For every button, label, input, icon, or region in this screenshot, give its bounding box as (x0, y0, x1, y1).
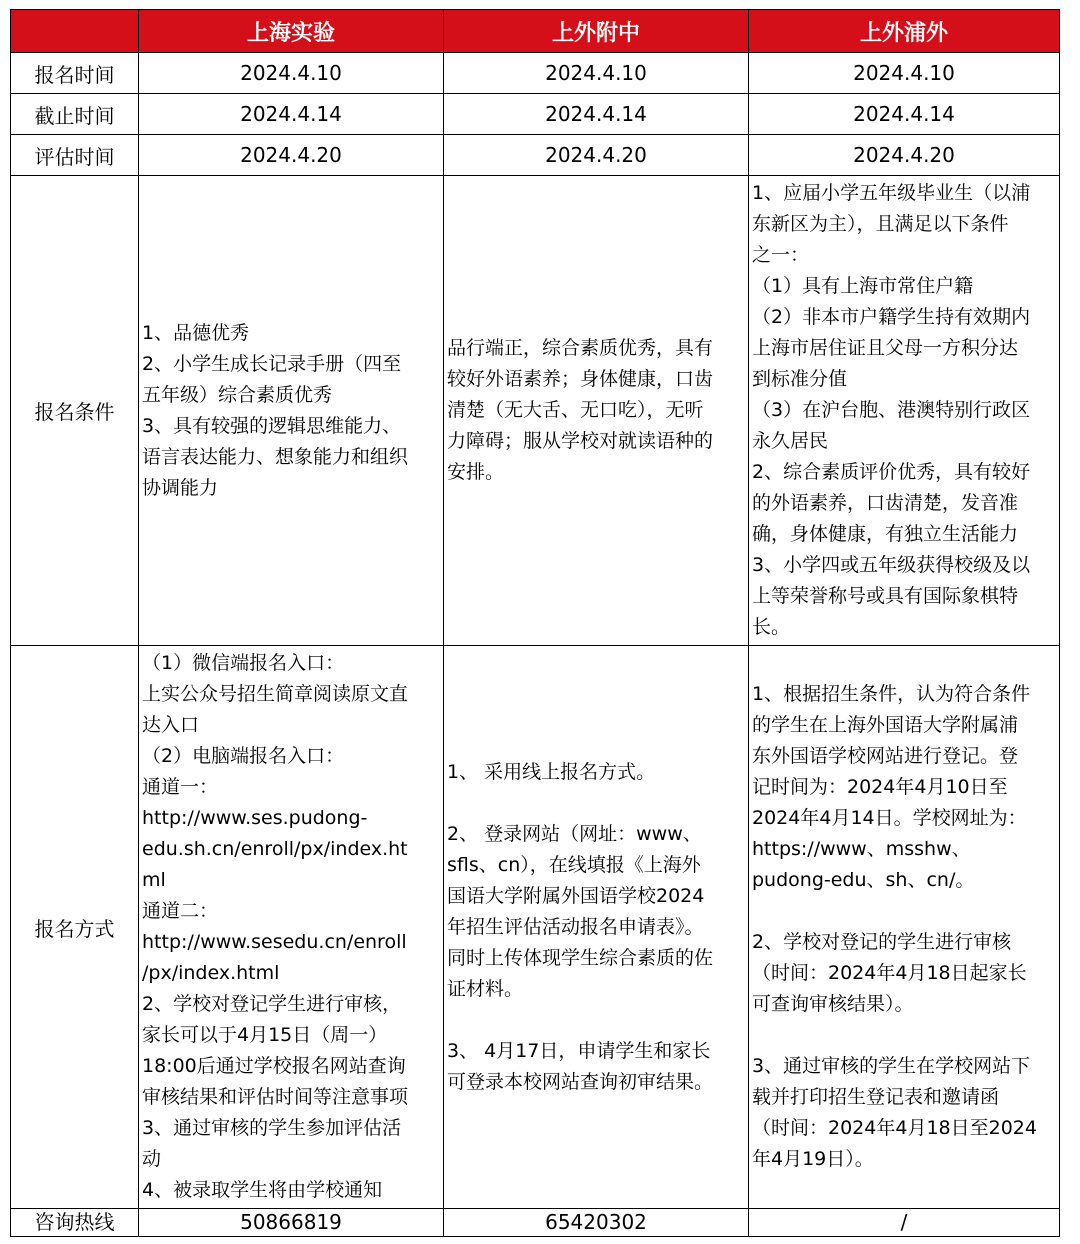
text-line: 3、小学四或五年级获得校级及以 (752, 554, 1031, 576)
text-line: 达入口 (142, 714, 200, 736)
row-hotline (11, 1209, 1060, 1237)
row-label: 截止时间 (11, 94, 139, 135)
text-line: （时间：2024年4月18日至2024 (752, 1117, 1037, 1139)
text-line: pudong-edu、sh、cn/。 (752, 869, 975, 891)
text-line: 2、学校对登记的学生进行审核 (752, 931, 1012, 953)
text-line: 3、具有较强的逻辑思维能力、 (142, 414, 402, 437)
text-line: sfls、cn），在线填报《上海外 (447, 853, 701, 876)
row-registration-time (11, 53, 1060, 94)
text-line: （1）具有上海市常住户籍 (752, 275, 974, 297)
text-line: 2、小学生成长记录手册（四至 (142, 352, 402, 375)
cell-value: 2024.4.10 (444, 53, 749, 94)
cell-value: 2024.4.10 (139, 53, 444, 94)
row-label: 评估时间 (11, 135, 139, 176)
text-line: 证材料。 (447, 977, 524, 1000)
text-line: 东新区为主），且满足以下条件 (752, 213, 1009, 235)
text-line: 2024年4月14日。学校网址为： (752, 807, 1027, 829)
text-line: 品行端正，综合素质优秀，具有 (447, 337, 714, 359)
text-line: 1、应届小学五年级毕业生（以浦 (752, 182, 1031, 204)
row-label: 报名方式 (11, 646, 139, 1209)
text-line: 1、品德优秀 (142, 321, 250, 344)
text-line: 到标准分值 (752, 368, 848, 390)
text-line: https://www、msshw、 (752, 838, 971, 860)
row-label: 报名条件 (11, 176, 139, 646)
text-line: 通道二： (142, 900, 219, 922)
row-label: 报名时间 (11, 53, 139, 94)
cell-value: 2024.4.10 (749, 53, 1060, 94)
text-line: 审核结果和评估时间等注意事项 (142, 1086, 409, 1108)
conditions-cell-1 (139, 176, 444, 646)
text-line: 2、学校对登记学生进行审核， (142, 993, 402, 1015)
cell-value: 2024.4.20 (139, 135, 444, 176)
row-label: 咨询热线 (11, 1209, 139, 1237)
text-line: 东外国语学校网站进行登记。登 (752, 745, 1019, 767)
row-evaluation-time (11, 135, 1060, 176)
text-line: 永久居民 (752, 430, 829, 452)
cell-value: 2024.4.14 (139, 94, 444, 135)
text-line (447, 1005, 746, 1036)
text-line: http://www.sesedu.cn/enroll (142, 931, 407, 953)
cell-value: 2024.4.14 (444, 94, 749, 135)
cell-value: 2024.4.14 (749, 94, 1060, 135)
text-line: 安排。 (447, 461, 505, 483)
text-line: 通道一： (142, 776, 219, 798)
row-deadline (11, 94, 1060, 135)
text-line: ml (142, 869, 166, 891)
text-line: 长。 (752, 616, 791, 638)
method-cell-3 (749, 646, 1060, 1209)
text-line: 协调能力 (142, 476, 219, 499)
text-line: 可登录本校网站查询初审结果。 (447, 1070, 714, 1093)
cell-value: 2024.4.20 (444, 135, 749, 176)
hotline-value: 50866819 (139, 1209, 444, 1237)
text-line: （2）非本市户籍学生持有效期内 (752, 306, 1031, 328)
text-line: 年4月19日）。 (752, 1148, 874, 1170)
text-line: 4、被录取学生将由学校通知 (142, 1179, 383, 1201)
text-line: 同时上传体现学生综合素质的佐 (447, 946, 714, 969)
header-school-1: 上海实验 (139, 10, 444, 53)
header-school-3: 上外浦外 (749, 10, 1060, 53)
hotline-value: / (749, 1209, 1060, 1237)
text-line: 国语大学附属外国语学校2024 (447, 884, 705, 907)
text-line: 清楚（无大舌、无口吃），无听 (447, 399, 704, 421)
text-line: 1、根据招生条件，认为符合条件 (752, 683, 1031, 705)
text-line: 上实公众号招生简章阅读原文直 (142, 683, 409, 705)
text-line: 的学生在上海外国语大学附属浦 (752, 714, 1019, 736)
admission-table (10, 9, 1060, 1237)
text-line: 家长可以于4月15日（周一） (142, 1024, 388, 1046)
text-line (752, 896, 1057, 927)
text-line: 3、 4月17日，申请学生和家长 (447, 1039, 711, 1062)
text-line: 力障碍；服从学校对就读语种的 (447, 430, 714, 452)
row-method (11, 646, 1060, 1209)
text-line: 上海市居住证且父母一方积分达 (752, 337, 1019, 359)
text-line: http://www.ses.pudong- (142, 807, 368, 829)
text-line: 上等荣誉称号或具有国际象棋特 (752, 585, 1019, 607)
text-line: 动 (142, 1148, 162, 1170)
header-corner (11, 10, 139, 53)
method-cell-1 (139, 646, 444, 1209)
text-line: （1）微信端报名入口： (142, 652, 345, 674)
text-line: 载并打印招生登记表和邀请函 (752, 1086, 1000, 1108)
text-line: （2）电脑端报名入口： (142, 745, 345, 767)
text-line (752, 1020, 1057, 1051)
row-conditions (11, 176, 1060, 646)
text-line: 可查询审核结果）。 (752, 993, 914, 1015)
text-line: 五年级）综合素质优秀 (142, 383, 333, 406)
text-line: （时间：2024年4月18日起家长 (752, 962, 1027, 984)
text-line: 1、 采用线上报名方式。 (447, 760, 656, 783)
conditions-cell-2 (444, 176, 749, 646)
text-line: 的外语素养，口齿清楚，发音准 (752, 492, 1019, 514)
conditions-cell-3 (749, 176, 1060, 646)
header-school-2: 上外附中 (444, 10, 749, 53)
text-line: /px/index.html (142, 962, 280, 984)
cell-value: 2024.4.20 (749, 135, 1060, 176)
text-line: 之一： (752, 244, 810, 266)
text-line: 3、通过审核的学生在学校网站下 (752, 1055, 1031, 1077)
text-line: 18:00后通过学校报名网站查询 (142, 1055, 406, 1077)
method-cell-2 (444, 646, 749, 1209)
text-line: 2、综合素质评价优秀，具有较好 (752, 461, 1031, 483)
header-row (11, 10, 1060, 53)
text-line: （3）在沪台胞、港澳特别行政区 (752, 399, 1031, 421)
text-line: edu.sh.cn/enroll/px/index.ht (142, 838, 408, 860)
text-line: 语言表达能力、想象能力和组织 (142, 445, 409, 468)
text-line: 记时间为：2024年4月10日至 (752, 776, 1008, 798)
text-line: 2、 登录网站（网址：www、 (447, 822, 702, 845)
text-line: 较好外语素养；身体健康，口齿 (447, 368, 714, 390)
text-line (447, 788, 746, 819)
text-line: 3、通过审核的学生参加评估活 (142, 1117, 402, 1139)
text-line: 确，身体健康，有独立生活能力 (752, 523, 1019, 545)
hotline-value: 65420302 (444, 1209, 749, 1237)
text-line: 年招生评估活动报名申请表》。 (447, 915, 704, 938)
